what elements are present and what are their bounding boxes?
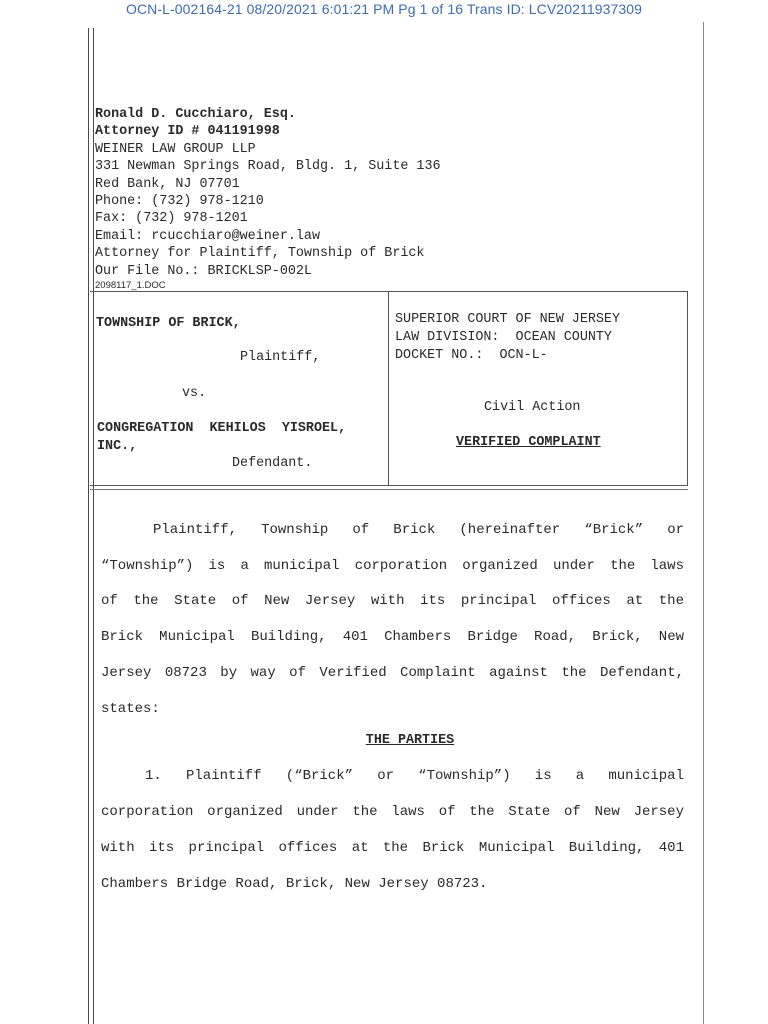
attorney-role: Attorney for Plaintiff, Township of Brick [95, 246, 425, 262]
left-margin-rule-inner [93, 28, 94, 1024]
email: Email: rcucchiaro@weiner.law [95, 228, 320, 244]
intro-line: Jersey 08723 by way of Verified Complaint against the Defendant, [101, 665, 684, 681]
fax: Fax: (732) 978-1201 [95, 211, 248, 227]
action-type: Civil Action [484, 400, 581, 415]
attorney-name: Ronald D. Cucchiaro, Esq. [95, 107, 296, 122]
plaintiff-name: TOWNSHIP OF BRICK, [96, 316, 241, 331]
caption-divider [388, 292, 389, 485]
paragraph-line: Chambers Bridge Road, Brick, New Jersey 08723. [101, 876, 488, 892]
defendant-label: Defendant. [232, 456, 313, 471]
paragraph-line: 1. Plaintiff (“Brick” or “Township”) is a municipal [145, 768, 684, 784]
caption-bottom-rule [90, 489, 688, 490]
attorney-id: Attorney ID # 041191998 [95, 124, 280, 140]
document-title: VERIFIED COMPLAINT [456, 435, 601, 450]
paragraph-line: corporation organized under the laws of the State of New Jersey [101, 804, 684, 820]
intro-line: Brick Municipal Building, 401 Chambers Bridge Road, Brick, New [101, 629, 684, 645]
intro-line: of the State of New Jersey with its principal offices at the [101, 593, 684, 609]
section-heading: THE PARTIES [365, 733, 455, 748]
defendant-name-line-1: CONGREGATION KEHILOS YISROEL, [97, 421, 347, 436]
address-line-1: 331 Newman Springs Road, Bldg. 1, Suite 136 [95, 159, 441, 175]
intro-line: states: [101, 701, 160, 717]
left-margin-rule-outer [88, 28, 89, 1024]
intro-line: “Township”) is a municipal corporation organized under the laws [101, 558, 684, 574]
court-division: LAW DIVISION: OCEAN COUNTY [395, 330, 612, 345]
case-caption-box [90, 291, 688, 486]
court-name: SUPERIOR COURT OF NEW JERSEY [395, 312, 620, 327]
filing-stamp: OCN-L-002164-21 08/20/2021 6:01:21 PM Pg 1 of 16 Trans ID: LCV20211937309 [125, 1, 643, 17]
paragraph-line: with its principal offices at the Brick Municipal Building, 401 [101, 840, 684, 856]
document-code: 2098117_1.DOC [95, 280, 166, 292]
address-line-2: Red Bank, NJ 07701 [95, 176, 240, 192]
intro-line: Plaintiff, Township of Brick (hereinafter “Brick” or [153, 522, 684, 538]
docket-number: DOCKET NO.: OCN-L- [395, 348, 548, 363]
attorney-block [95, 106, 441, 292]
right-margin-rule [703, 22, 704, 1024]
versus-label: vs. [182, 386, 207, 401]
phone: Phone: (732) 978-1210 [95, 194, 264, 210]
file-number: Our File No.: BRICKLSP-002L [95, 263, 312, 279]
defendant-name-line-2: INC., [97, 439, 138, 454]
plaintiff-label: Plaintiff, [240, 350, 321, 365]
law-firm: WEINER LAW GROUP LLP [95, 141, 256, 157]
